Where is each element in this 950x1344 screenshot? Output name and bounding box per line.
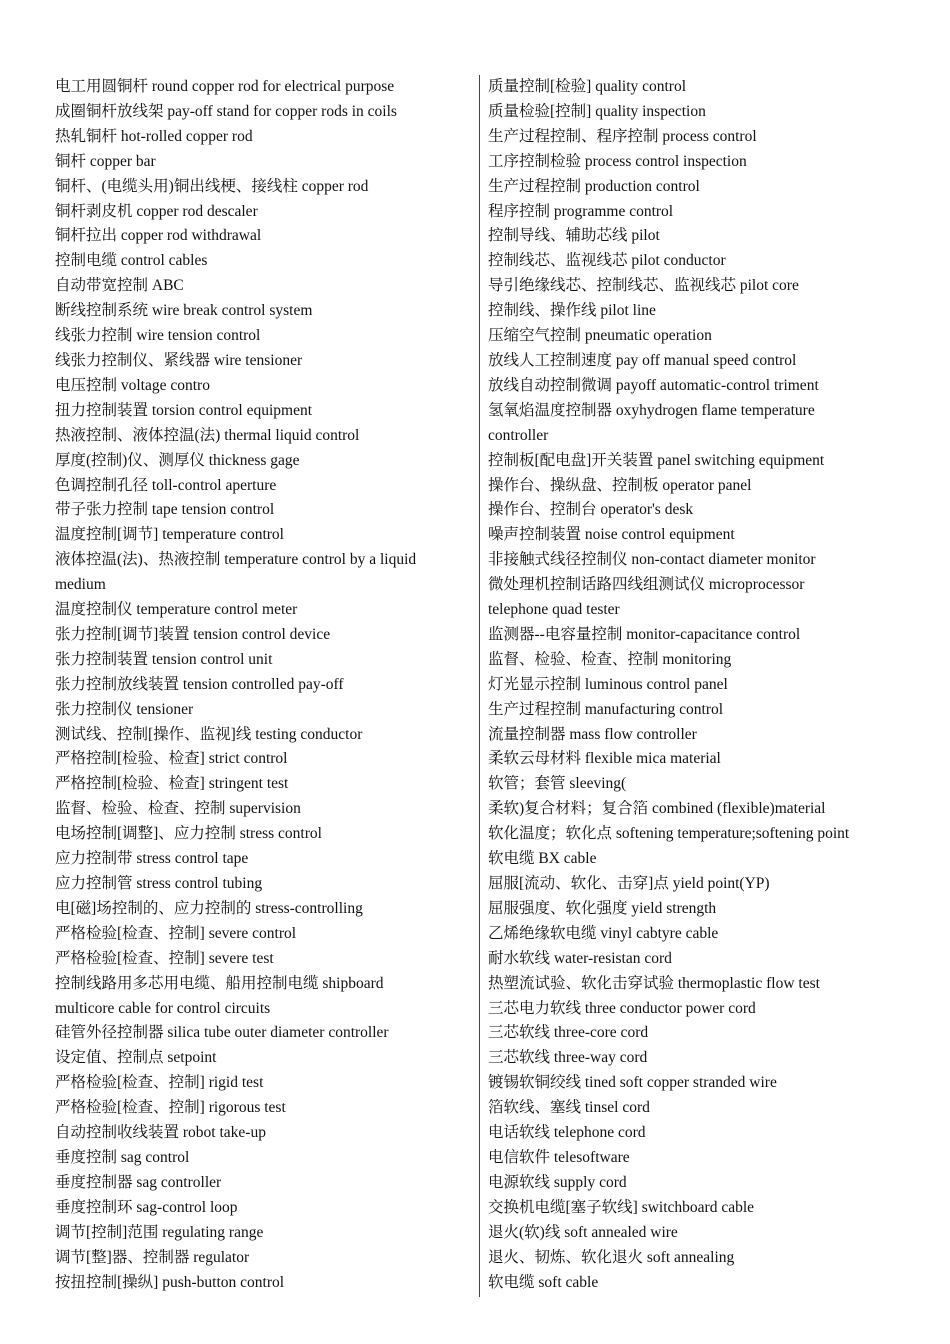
glossary-entry: 张力控制[调节]装置 tension control device [55,625,331,643]
glossary-entry: 应力控制管 stress control tubing [55,875,263,892]
glossary-entry: 色调控制孔径 toll-control aperture [55,476,277,494]
glossary-entry: 垂度控制 sag control [55,1148,190,1166]
glossary-entry: 监测器--电容量控制 monitor-capacitance control [488,625,801,643]
glossary-entry: 热塑流试验、软化击穿试验 thermoplastic flow test [488,974,820,992]
glossary-entry: 带子张力控制 tape tension control [55,501,275,519]
glossary-entry: 屈服强度、软化强度 yield strength [488,899,717,917]
glossary-entry: 张力控制仪 tensioner [55,700,194,718]
glossary-entry: 铜杆、(电缆头用)铜出线梗、接线柱 copper rod [55,177,369,195]
glossary-entry: 应力控制带 stress control tape [55,850,249,868]
glossary-entry: 厚度(控制)仪、测厚仪 thickness gage [55,451,300,469]
glossary-entry: 程序控制 programme control [488,202,674,220]
glossary-entry: 退火、韧炼、软化退火 soft annealing [488,1248,735,1266]
glossary-entry: 耐水软线 water-resistan cord [488,949,672,967]
glossary-entry: 微处理机控制话路四线组测试仪 microprocessor [488,576,805,594]
glossary-entry: 线张力控制仪、紧线器 wire tensioner [55,351,303,369]
glossary-entry: 工序控制检验 process control inspection [488,152,747,170]
glossary-entry: 柔软云母材料 flexible mica material [488,750,721,768]
glossary-entry: 严格检验[检查、控制] severe control [55,924,297,942]
glossary-entry: 张力控制放线装置 tension controlled pay-off [55,675,344,693]
glossary-entry: 交换机电缆[塞子软线] switchboard cable [488,1198,755,1216]
glossary-entry: 生产过程控制 manufacturing control [488,700,724,718]
glossary-entry: 导引绝缘线芯、控制线芯、监视线芯 pilot core [488,277,799,295]
glossary-entry: controller [488,426,549,444]
glossary-entry: 屈服[流动、软化、击穿]点 yield point(YP) [488,875,770,892]
glossary-entry: 电源软线 supply cord [488,1173,627,1191]
glossary-entry: 乙烯绝缘软电缆 vinyl cabtyre cable [488,924,719,942]
glossary-entry: 硅管外径控制器 silica tube outer diameter controller [55,1024,389,1042]
glossary-entry: 氢氧焰温度控制器 oxyhydrogen flame temperature [488,401,815,419]
glossary-entry: 调节[控制]范围 regulating range [55,1223,264,1241]
glossary-entry: 铜杆剥皮机 copper rod descaler [55,202,258,220]
glossary-entry: 严格检验[检查、控制] rigorous test [55,1099,286,1117]
glossary-entry: 线张力控制 wire tension control [55,327,261,345]
glossary-entry: 控制电缆 control cables [55,252,208,270]
glossary-entry: 铜杆拉出 copper rod withdrawal [55,227,262,245]
glossary-entry: 放线人工控制速度 pay off manual speed control [488,351,797,369]
glossary-entry: 控制导线、辅助芯线 pilot [488,227,660,245]
glossary-entry: 严格检验[检查、控制] severe test [55,949,274,967]
glossary-entry: 三芯软线 three-core cord [488,1024,649,1042]
glossary-entry: 质量控制[检验] quality control [488,78,687,95]
glossary-entry: 非接触式线径控制仪 non-contact diameter monitor [488,551,816,569]
glossary-entry: 电话软线 telephone cord [488,1124,646,1142]
glossary-entry: 控制线路用多芯用电缆、船用控制电缆 shipboard [55,974,384,992]
glossary-entry: 电信软件 telesoftware [488,1148,630,1166]
glossary-entry: 流量控制器 mass flow controller [488,725,697,743]
left-glossary-column [55,75,470,1295]
glossary-entry: 退火(软)线 soft annealed wire [488,1223,678,1241]
glossary-entry: 操作台、控制台 operator's desk [488,501,694,519]
glossary-entry: 监督、检验、检查、控制 monitoring [488,650,732,668]
glossary-entry: 测试线、控制[操作、监视]线 testing conductor [55,725,363,743]
glossary-entry: 自动控制收线装置 robot take-up [55,1124,266,1142]
glossary-entry: 液体控温(法)、热液控制 temperature control by a liquid [55,551,417,569]
glossary-entry: 严格检验[检查、控制] rigid test [55,1074,264,1092]
glossary-entry: 温度控制[调节] temperature control [55,526,284,544]
glossary-entry: 放线自动控制微调 payoff automatic-control triment [488,376,819,394]
glossary-entry: 操作台、操纵盘、控制板 operator panel [488,476,752,494]
glossary-entry: 电场控制[调整]、应力控制 stress control [55,825,322,843]
glossary-entry: 扭力控制装置 torsion control equipment [55,401,313,419]
glossary-entry: 三芯软线 three-way cord [488,1049,648,1067]
glossary-entry: 镀锡软铜绞线 tined soft copper stranded wire [488,1074,777,1092]
glossary-entry: 严格控制[检验、检查] stringent test [55,775,289,793]
glossary-entry: 电[磁]场控制的、应力控制的 stress-controlling [55,899,363,917]
glossary-entry: 控制板[配电盘]开关装置 panel switching equipment [488,451,825,469]
glossary-entry: 热轧铜杆 hot-rolled copper rod [55,127,253,145]
glossary-entry: 三芯电力软线 three conductor power cord [488,999,756,1017]
glossary-entry: medium [55,576,106,594]
glossary-entry: 控制线、操作线 pilot line [488,302,656,320]
glossary-entry: 控制线芯、监视线芯 pilot conductor [488,252,726,270]
glossary-entry: 柔软)复合材料；复合箔 combined (flexible)material [488,800,826,818]
glossary-entry: 设定值、控制点 setpoint [55,1049,217,1067]
glossary-entry: 电工用圆铜杆 round copper rod for electrical purpose [55,78,395,95]
glossary-entry: 灯光显示控制 luminous control panel [488,675,728,693]
glossary-entry: 监督、检验、检查、控制 supervision [55,800,301,818]
glossary-entry: 箔软线、塞线 tinsel cord [488,1099,650,1117]
right-glossary-column [488,75,908,1295]
glossary-entry: 自动带宽控制 ABC [55,277,184,295]
glossary-entry: 软电缆 BX cable [488,850,597,868]
glossary-entry: 铜杆 copper bar [55,152,156,170]
glossary-entry: 温度控制仪 temperature control meter [55,601,298,619]
glossary-entry: 断线控制系统 wire break control system [55,302,313,320]
glossary-entry: 电压控制 voltage contro [55,376,210,394]
glossary-entry: 按扭控制[操纵] push-button control [55,1273,285,1291]
glossary-entry: 软电缆 soft cable [488,1273,599,1291]
glossary-entry: 调节[整]器、控制器 regulator [55,1248,250,1266]
glossary-entry: 压缩空气控制 pneumatic operation [488,327,712,345]
glossary-entry: 垂度控制器 sag controller [55,1173,222,1191]
glossary-entry: 张力控制装置 tension control unit [55,650,273,668]
glossary-entry: 垂度控制环 sag-control loop [55,1198,238,1216]
glossary-entry: telephone quad tester [488,601,620,619]
glossary-entry: 成圈铜杆放线架 pay-off stand for copper rods in coils [55,102,397,120]
glossary-entry: 软管；套管 sleeving( [488,775,627,793]
glossary-entry: 热液控制、液体控温(法) thermal liquid control [55,426,360,444]
glossary-entry: 生产过程控制、程序控制 process control [488,127,757,145]
glossary-entry: 生产过程控制 production control [488,177,700,195]
glossary-entry: 严格控制[检验、检查] strict control [55,750,288,768]
column-divider [479,75,480,1297]
glossary-entry: 噪声控制装置 noise control equipment [488,526,735,544]
glossary-entry: 质量检验[控制] quality inspection [488,102,706,120]
glossary-entry: multicore cable for control circuits [55,999,271,1017]
glossary-entry: 软化温度；软化点 softening temperature;softening point [488,825,850,843]
